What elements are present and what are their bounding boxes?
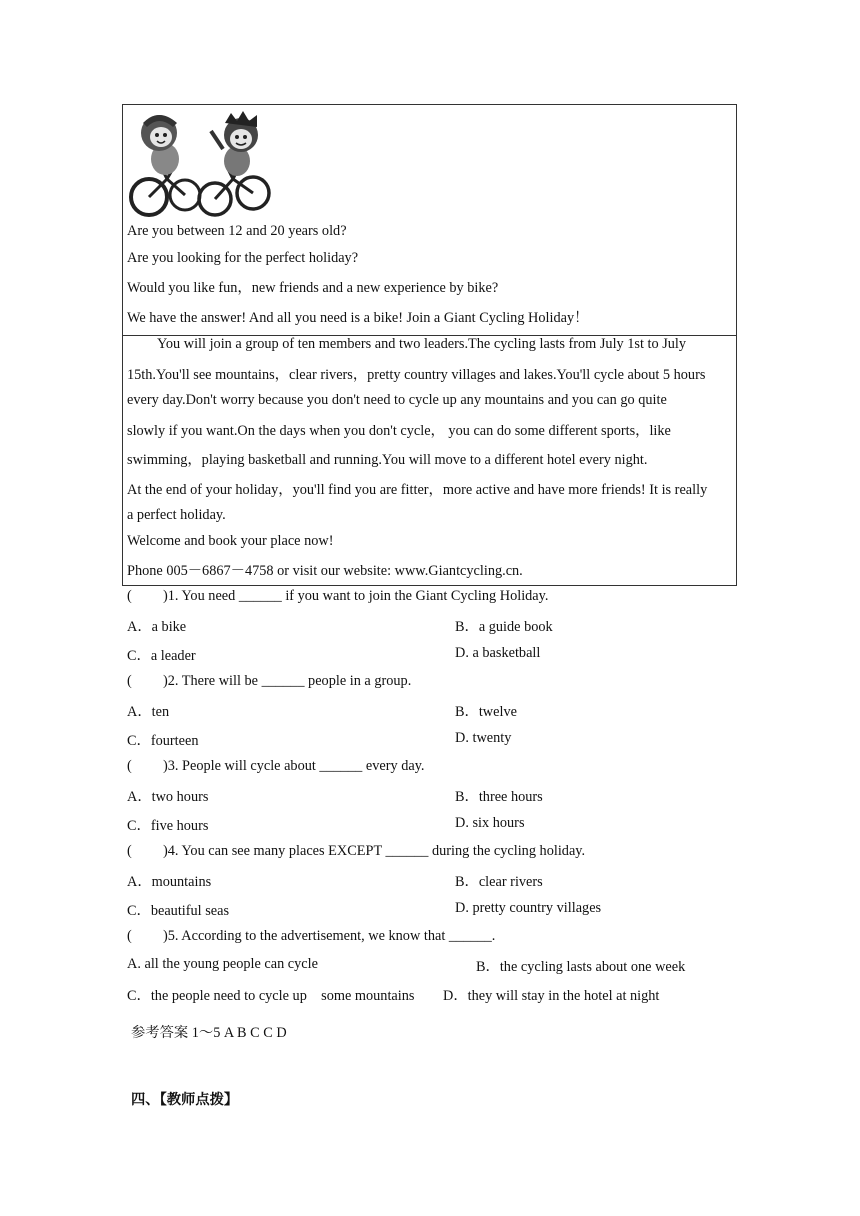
question-5 — [127, 928, 495, 945]
option-4d: D. pretty country villages — [455, 900, 602, 916]
ad-body-line-7: a perfect holiday. — [127, 507, 226, 523]
option-2d: D. twenty — [455, 730, 512, 746]
option-3d: D. six hours — [455, 815, 525, 831]
advertisement-box — [122, 104, 737, 586]
option-4c: C．beautiful seas — [127, 903, 230, 919]
section-heading: 四、【教师点拨】 — [131, 1092, 239, 1108]
answer-blank: ( — [127, 673, 132, 689]
option-5a: A. all the young people can cycle — [127, 956, 318, 972]
ad-body-line-4: slowly if you want.On the days when you don't cycle， you can do some different sports，like — [127, 423, 671, 439]
answer-blank: ( — [127, 758, 132, 774]
ad-body-line-8: Welcome and book your place now! — [127, 533, 334, 549]
question-stem: )2. There will be ______ people in a group. — [163, 673, 412, 689]
option-4b: B．clear rivers — [455, 874, 543, 890]
answer-blank: ( — [127, 843, 132, 859]
ad-body-line-9: Phone 005－6867－4758 or visit our website: www.Giantcycling.cn. — [127, 563, 523, 579]
ad-body-line-1: You will join a group of ten members and two leaders.The cycling lasts from July 1st to July — [157, 336, 687, 352]
ad-intro-line-2: Are you looking for the perfect holiday? — [127, 250, 359, 266]
option-1c: C．a leader — [127, 648, 196, 664]
option-3c: C．five hours — [127, 818, 209, 834]
question-4 — [127, 843, 585, 860]
option-4a: A．mountains — [127, 874, 212, 890]
option-2c: C．fourteen — [127, 733, 199, 749]
option-5c: C．the people need to cycle up some mountains — [127, 988, 415, 1004]
option-2b: B．twelve — [455, 704, 517, 720]
answer-blank: ( — [127, 928, 132, 944]
question-stem: )3. People will cycle about ______ every day. — [163, 758, 425, 774]
question-stem: )5. According to the advertisement, we know that ______. — [163, 928, 496, 944]
option-3a: A．two hours — [127, 789, 209, 805]
ad-intro-line-3: Would you like fun，new friends and a new experience by bike? — [127, 280, 499, 296]
kids-cycling-illustration — [127, 109, 275, 219]
answer-blank: ( — [127, 588, 132, 604]
option-1d: D. a basketball — [455, 645, 541, 661]
question-stem: )1. You need ______ if you want to join the Giant Cycling Holiday. — [163, 588, 549, 604]
ad-body-line-3: every day.Don't worry because you don't need to cycle up any mountains and you can go quite — [127, 392, 667, 408]
ad-intro-line-4: We have the answer! And all you need is a bike! Join a Giant Cycling Holiday！ — [127, 310, 589, 326]
option-1a: A．a bike — [127, 619, 187, 635]
question-1 — [127, 588, 548, 605]
option-1b: B．a guide book — [455, 619, 553, 635]
ad-intro-line-1: Are you between 12 and 20 years old? — [127, 223, 347, 239]
option-5d: D．they will stay in the hotel at night — [443, 988, 660, 1004]
option-2a: A．ten — [127, 704, 170, 720]
ad-body-line-5: swimming，playing basketball and running.You will move to a different hotel every night. — [127, 452, 648, 468]
question-3 — [127, 758, 425, 775]
ad-body-line-6: At the end of your holiday，you'll find you are fitter，more active and have more friends! It is really — [127, 482, 708, 498]
question-2 — [127, 673, 411, 690]
option-3b: B．three hours — [455, 789, 543, 805]
ad-body-line-2: 15th.You'll see mountains，clear rivers，pretty country villages and lakes.You'll cycle about 5 hours — [127, 367, 706, 383]
option-5b: B．the cycling lasts about one week — [476, 959, 686, 975]
question-stem: )4. You can see many places EXCEPT ______ during the cycling holiday. — [163, 843, 586, 859]
answer-key: 参考答案 1～5 A B C C D — [131, 1025, 287, 1041]
